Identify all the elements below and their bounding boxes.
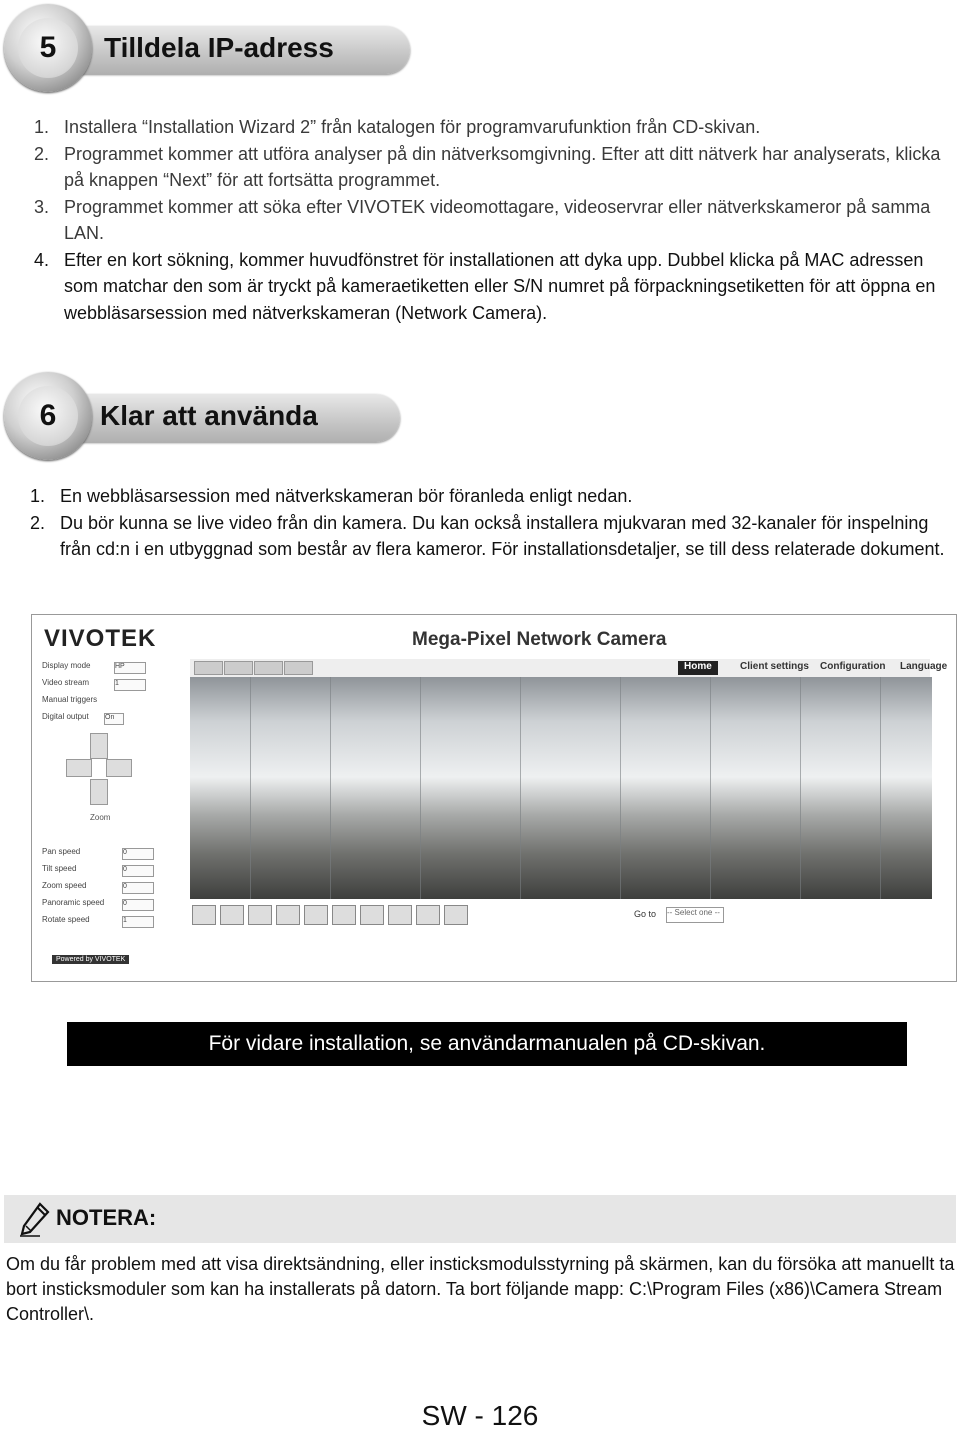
zoom-label: Zoom	[90, 813, 111, 822]
section-6-number: 6	[18, 386, 78, 446]
section-6-title: Klar att använda	[100, 400, 318, 431]
view-mode-tab	[284, 661, 313, 675]
cd-manual-banner: För vidare installation, se användarmanualen på CD-skivan.	[67, 1022, 907, 1066]
note-body: Om du får problem med att visa direktsändning, eller insticksmodulsstyrning på skärmen, kan du försöka att manuellt ta bort insticksmoduler som kan ha installerats på datorn. Ta bort följande mapp: C:\Program Files (x86)\Camera Stream Controller\.	[6, 1254, 955, 1324]
stop-icon	[248, 905, 272, 925]
live-video-view	[190, 677, 932, 899]
talk-icon	[360, 905, 384, 925]
sidebar-row: Display mode HP	[42, 661, 182, 678]
dpad-down	[90, 779, 108, 805]
camera-sidebar	[42, 661, 182, 729]
section-5-header	[4, 4, 414, 96]
note-header	[4, 1195, 956, 1243]
speed-row: Zoom speed 0	[42, 881, 182, 898]
nav-home: Home	[678, 661, 718, 675]
section-5-title: Tilldela IP-adress	[104, 32, 334, 63]
nav-configuration: Configuration	[820, 661, 886, 672]
view-mode-tab	[224, 661, 253, 675]
speed-row: Pan speed 0	[42, 847, 182, 864]
pause-icon	[220, 905, 244, 925]
section-6-steps	[30, 483, 950, 563]
camera-ui-title: Mega-Pixel Network Camera	[412, 629, 667, 650]
record-icon	[276, 905, 300, 925]
dpad-left	[66, 759, 92, 777]
sidebar-row: Video stream 1	[42, 678, 182, 695]
section-5-number: 5	[18, 18, 78, 78]
section-5-steps	[34, 114, 948, 326]
speed-row: Panoramic speed 0	[42, 898, 182, 915]
sidebar-row: Digital output On	[42, 712, 182, 729]
note-title: NOTERA:	[56, 1205, 157, 1230]
mute-icon	[332, 905, 356, 925]
playback-controls	[192, 905, 468, 925]
list-item: 2. Programmet kommer att utföra analyser på din nätverksomgivning. Efter att ditt nätverk har analyserats, klicka på knappen “Next” för att fortsätta programmet.	[34, 143, 941, 190]
page-number: SW - 126	[421, 1400, 539, 1431]
view-mode-tab	[194, 661, 223, 675]
section-5-number-badge	[4, 4, 92, 92]
pencil-icon	[18, 1201, 52, 1237]
vivotek-logo: VIVOTEK	[44, 625, 157, 652]
nav-client-settings: Client settings	[740, 661, 809, 672]
section-6-number-badge	[4, 372, 92, 460]
fullscreen-icon	[416, 905, 440, 925]
powered-by-logo: Powered by VIVOTEK	[52, 955, 129, 964]
view-mode-tab	[254, 661, 283, 675]
list-item: 2. Du bör kunna se live video från din kamera. Du kan också installera mjukvaran med 32-kanaler för inspelning från cd:n i en utbyggnad som består av flera kameror. För installationsdetaljer, se till dess relaterade dokument.	[30, 512, 945, 559]
ptz-direction-pad	[66, 733, 132, 803]
mic-icon	[388, 905, 412, 925]
speed-row: Tilt speed 0	[42, 864, 182, 881]
dpad-right	[106, 759, 132, 777]
goto-label: Go to	[634, 909, 657, 919]
camera-ui-tabbar	[190, 659, 948, 678]
list-item: 4. Efter en kort sökning, kommer huvudfönstret för installationen att dyka upp. Dubbel klicka på MAC adressen som matchar den som är tryckt på kameraetiketten eller S/N numret på förpackningsetiketten för att öppna en webbläsarsession med nätverkskameran (Network Camera).	[34, 249, 936, 323]
snapshot-icon	[192, 905, 216, 925]
speed-settings	[42, 847, 182, 932]
list-item: 3. Programmet kommer att söka efter VIVOTEK videomottagare, videoservrar eller nätverkskameror på samma LAN.	[34, 196, 931, 243]
dpad-up	[90, 733, 108, 759]
section-6-header	[4, 372, 404, 464]
preset-select: -- Select one --	[666, 907, 724, 923]
speed-row: Rotate speed 1	[42, 915, 182, 932]
volume-icon	[304, 905, 328, 925]
list-item: 1. Installera “Installation Wizard 2” från katalogen för programvarufunktion från CD-skivan.	[34, 117, 761, 137]
rotate-icon	[444, 905, 468, 925]
list-item: 1. En webbläsarsession med nätverkskameran bör föranleda enligt nedan.	[30, 486, 633, 506]
sidebar-row: Manual triggers	[42, 695, 98, 704]
camera-web-ui-screenshot	[31, 614, 957, 982]
nav-language: Language	[900, 661, 948, 672]
